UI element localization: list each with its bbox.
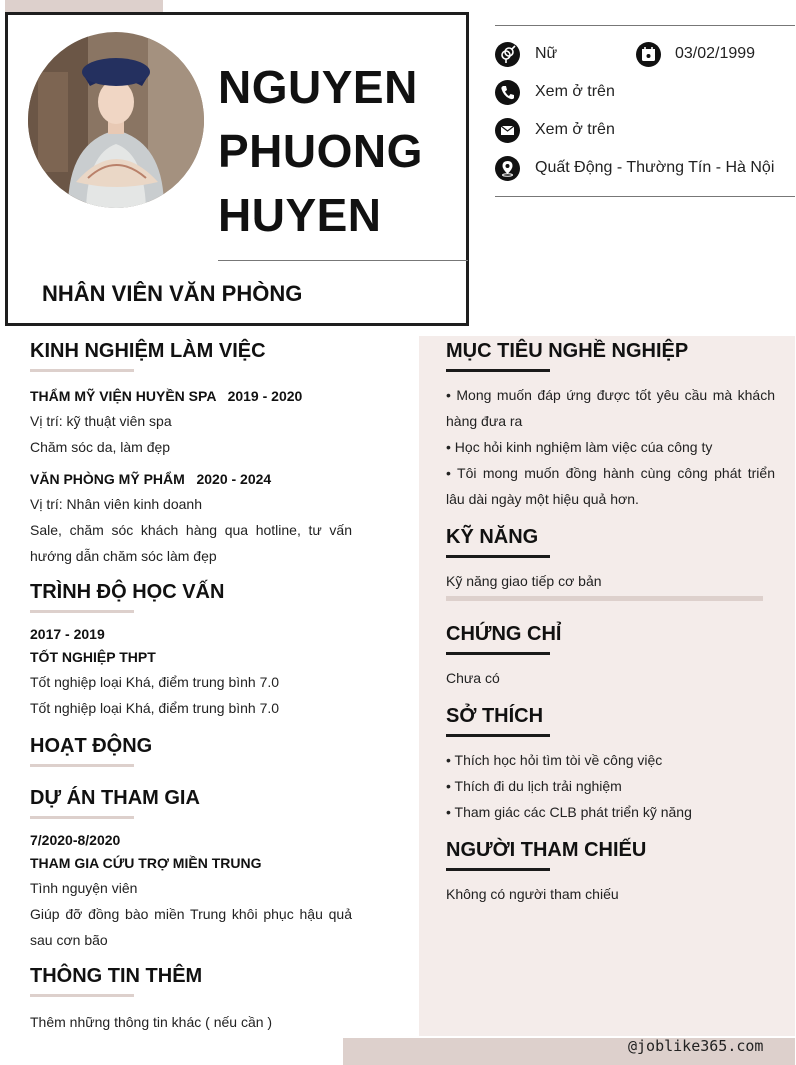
references-text: Không có người tham chiếu <box>446 886 619 902</box>
mail-icon <box>495 118 520 143</box>
email-value: Xem ở trên <box>535 121 615 138</box>
certificates-text: Chưa có <box>446 670 500 686</box>
extra-text: Thêm những thông tin khác ( nếu cần ) <box>30 1014 273 1030</box>
education-section <box>30 579 352 721</box>
job-title: NHÂN VIÊN VĂN PHÒNG <box>42 281 303 306</box>
job-2-header: VĂN PHÒNG MỸ PHẨM 2020 - 2024 <box>30 471 272 487</box>
gender-icon <box>495 42 520 67</box>
right-column <box>446 338 775 907</box>
phone-icon <box>495 80 520 105</box>
education-period: 2017 - 2019 <box>30 626 105 642</box>
project-line-2: Giúp đỡ đồng bào miền Trung khôi phục hậu quả sau cơn bão <box>30 906 352 948</box>
contact-divider-bottom <box>495 196 795 197</box>
footer-watermark: @joblike365.com <box>628 1037 764 1055</box>
name-line-1: NGUYEN <box>218 61 418 113</box>
job-1-line-2: Chăm sóc da, làm đẹp <box>30 439 171 455</box>
name-line-2: PHUONG <box>218 125 423 177</box>
education-line-1: Tốt nghiệp loại Khá, điểm trung bình 7.0 <box>30 674 280 690</box>
experience-section <box>30 338 352 569</box>
project-name: THAM GIA CỨU TRỢ MIỀN TRUNG <box>30 855 262 871</box>
calendar-icon <box>636 42 661 67</box>
job-2-line-1: Vị trí: Nhân viên kinh doanh <box>30 496 202 512</box>
extra-title: THÔNG TIN THÊM <box>30 965 203 987</box>
education-school: TỐT NGHIỆP THPT <box>30 649 156 665</box>
references-title: NGƯỜI THAM CHIẾU <box>446 839 647 861</box>
contact-divider-top <box>495 25 795 26</box>
objective-line-1: • Mong muốn đáp ứng được tốt yêu cầu mà khách hàng đưa ra <box>446 387 775 429</box>
header-box <box>5 12 469 326</box>
projects-section <box>30 785 352 953</box>
project-line-1: Tình nguyện viên <box>30 880 138 896</box>
address-value: Quất Động - Thường Tín - Hà Nội <box>535 159 775 176</box>
job-2-line-2: Sale, chăm sóc khách hàng qua hotline, tư vấn hướng dẫn chăm sóc làm đẹp <box>30 522 352 564</box>
activities-section <box>30 733 352 767</box>
avatar-photo-icon <box>28 32 204 208</box>
location-icon <box>495 156 520 181</box>
experience-title: KINH NGHIỆM LÀM VIỆC <box>30 340 266 362</box>
education-line-2: Tốt nghiệp loại Khá, điểm trung bình 7.0 <box>30 700 280 716</box>
project-period: 7/2020-8/2020 <box>30 832 121 848</box>
objective-title: MỤC TIÊU NGHỀ NGHIỆP <box>446 340 689 362</box>
name-line-3: HUYEN <box>218 189 382 241</box>
objective-section <box>446 338 775 512</box>
left-column <box>30 338 352 1035</box>
hobbies-title: SỞ THÍCH <box>446 705 544 727</box>
skill-level-bar <box>446 596 763 601</box>
hobby-line-2: • Thích đi du lịch trải nghiệm <box>446 778 622 794</box>
hobby-line-1: • Thích học hỏi tìm tòi về công việc <box>446 752 663 768</box>
skills-section <box>446 524 775 601</box>
gender-value: Nữ <box>535 45 558 62</box>
certificates-section <box>446 621 775 691</box>
education-title: TRÌNH ĐỘ HỌC VẤN <box>30 581 225 603</box>
skills-title: KỸ NĂNG <box>446 526 539 548</box>
name-divider <box>218 260 468 261</box>
hobby-line-3: • Tham giác các CLB phát triển kỹ năng <box>446 804 692 820</box>
objective-line-2: • Học hỏi kinh nghiệm làm việc cúa công ty <box>446 439 713 455</box>
full-name <box>218 55 423 247</box>
extra-section <box>30 963 352 1035</box>
references-section <box>446 837 775 907</box>
avatar <box>28 32 204 208</box>
activities-title: HOẠT ĐỘNG <box>30 735 153 757</box>
certificates-title: CHỨNG CHỈ <box>446 623 562 645</box>
projects-title: DỰ ÁN THAM GIA <box>30 787 200 809</box>
birthday-value: 03/02/1999 <box>675 45 756 62</box>
hobbies-section <box>446 703 775 825</box>
job-1-line-1: Vị trí: kỹ thuật viên spa <box>30 413 172 429</box>
objective-line-3: • Tôi mong muốn đồng hành cùng công phát triển lâu dài ngày một hiệu quả hơn. <box>446 465 775 507</box>
phone-value: Xem ở trên <box>535 83 615 100</box>
activities-underline <box>30 764 134 767</box>
skill-name: Kỹ năng giao tiếp cơ bản <box>446 573 602 589</box>
job-1-header: THẨM MỸ VIỆN HUYỀN SPA 2019 - 2020 <box>30 388 303 404</box>
